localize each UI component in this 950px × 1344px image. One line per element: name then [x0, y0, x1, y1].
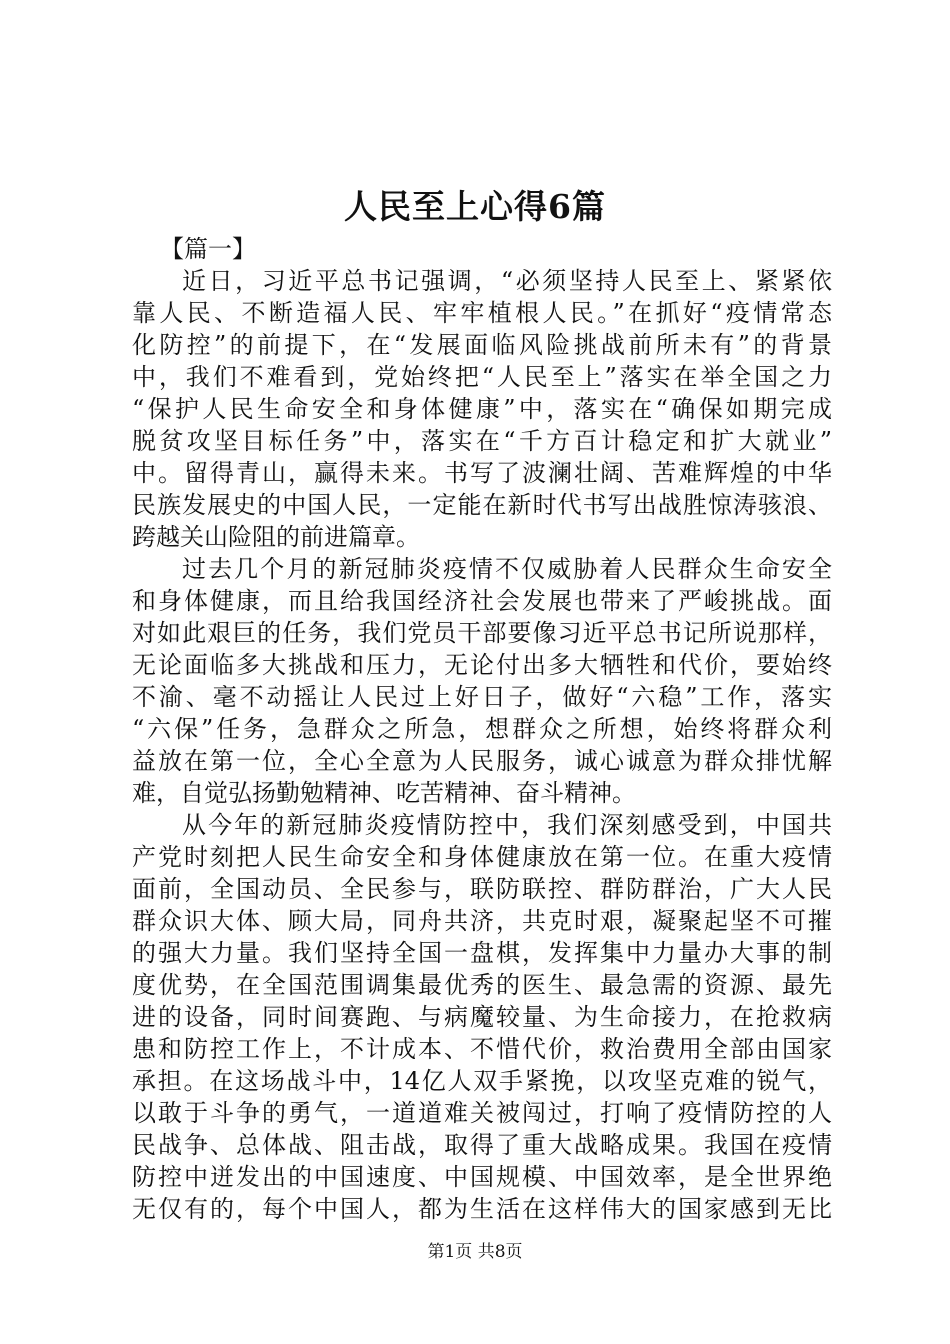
paragraph-line: 不渝、毫不动摇让人民过上好日子，做好“六稳”工作，落实 — [132, 683, 832, 711]
paragraph-line: 防控中迸发出的中国速度、中国规模、中国效率，是全世界绝 — [132, 1163, 832, 1191]
page-title: 人民至上心得6篇 — [344, 187, 606, 226]
paragraph-line: 面前，全国动员、全民参与，联防联控、群防群治，广大人民 — [132, 875, 832, 903]
paragraph-line: 无论面临多大挑战和压力，无论付出多大牺牲和代价，要始终 — [132, 651, 832, 679]
paragraph-line: 从今年的新冠肺炎疫情防控中，我们深刻感受到，中国共 — [182, 811, 832, 839]
paragraph-line: “六保”任务，急群众之所急，想群众之所想，始终将群众利 — [132, 715, 832, 743]
paragraph-line: “保护人民生命安全和身体健康”中，落实在“确保如期完成 — [132, 395, 832, 423]
paragraph-line: 跨越关山险阻的前进篇章。 — [132, 523, 420, 551]
paragraph-line: 以敢于斗争的勇气，一道道难关被闯过，打响了疫情防控的人 — [132, 1099, 832, 1127]
paragraph-line: 中。留得青山，赢得未来。书写了波澜壮阔、苦难辉煌的中华 — [132, 459, 832, 487]
paragraph-line: 民战争、总体战、阻击战，取得了重大战略成果。我国在疫情 — [132, 1131, 832, 1159]
paragraph-line: 的强大力量。我们坚持全国一盘棋，发挥集中力量办大事的制 — [132, 939, 832, 967]
paragraph-line: 益放在第一位，全心全意为人民服务，诚心诚意为群众排忧解 — [132, 747, 832, 775]
paragraph-line: 患和防控工作上，不计成本、不惜代价，救治费用全部由国家 — [132, 1035, 832, 1063]
page-footer: 第1页 共8页 — [427, 1242, 523, 1262]
paragraph-line: 靠人民、不断造福人民、牢牢植根人民。”在抓好“疫情常态 — [132, 299, 832, 327]
paragraph-line: 近日，习近平总书记强调，“必须坚持人民至上、紧紧依 — [182, 267, 832, 295]
paragraph-line: 对如此艰巨的任务，我们党员干部要像习近平总书记所说那样， — [132, 619, 832, 647]
paragraph-line: 产党时刻把人民生命安全和身体健康放在第一位。在重大疫情 — [132, 843, 832, 871]
paragraph-line: 和身体健康，而且给我国经济社会发展也带来了严峻挑战。面 — [132, 587, 832, 615]
paragraph-line: 化防控”的前提下，在“发展面临风险挑战前所未有”的背景 — [132, 331, 832, 359]
paragraph-line: 群众识大体、顾大局，同舟共济，共克时艰，凝聚起坚不可摧 — [132, 907, 832, 935]
paragraph-line: 脱贫攻坚目标任务”中，落实在“千方百计稳定和扩大就业” — [132, 427, 832, 455]
paragraph-line: 过去几个月的新冠肺炎疫情不仅威胁着人民群众生命安全 — [182, 555, 832, 583]
paragraph-line: 承担。在这场战斗中，14亿人双手紧挽，以攻坚克难的锐气， — [132, 1067, 832, 1095]
paragraph-line: 中，我们不难看到，党始终把“人民至上”落实在举全国之力 — [132, 363, 832, 391]
paragraph-line: 度优势，在全国范围调集最优秀的医生、最急需的资源、最先 — [132, 971, 832, 999]
paragraph-line: 难，自觉弘扬勤勉精神、吃苦精神、奋斗精神。 — [132, 779, 636, 807]
paragraph-line: 无仅有的，每个中国人，都为生活在这样伟大的国家感到无比 — [132, 1195, 832, 1223]
paragraph-line: 进的设备，同时间赛跑、与病魔较量、为生命接力，在抢救病 — [132, 1003, 832, 1031]
paragraph-line: 民族发展史的中国人民，一定能在新时代书写出战胜惊涛骇浪、 — [132, 491, 832, 519]
section-label: 【篇一】 — [160, 235, 256, 263]
